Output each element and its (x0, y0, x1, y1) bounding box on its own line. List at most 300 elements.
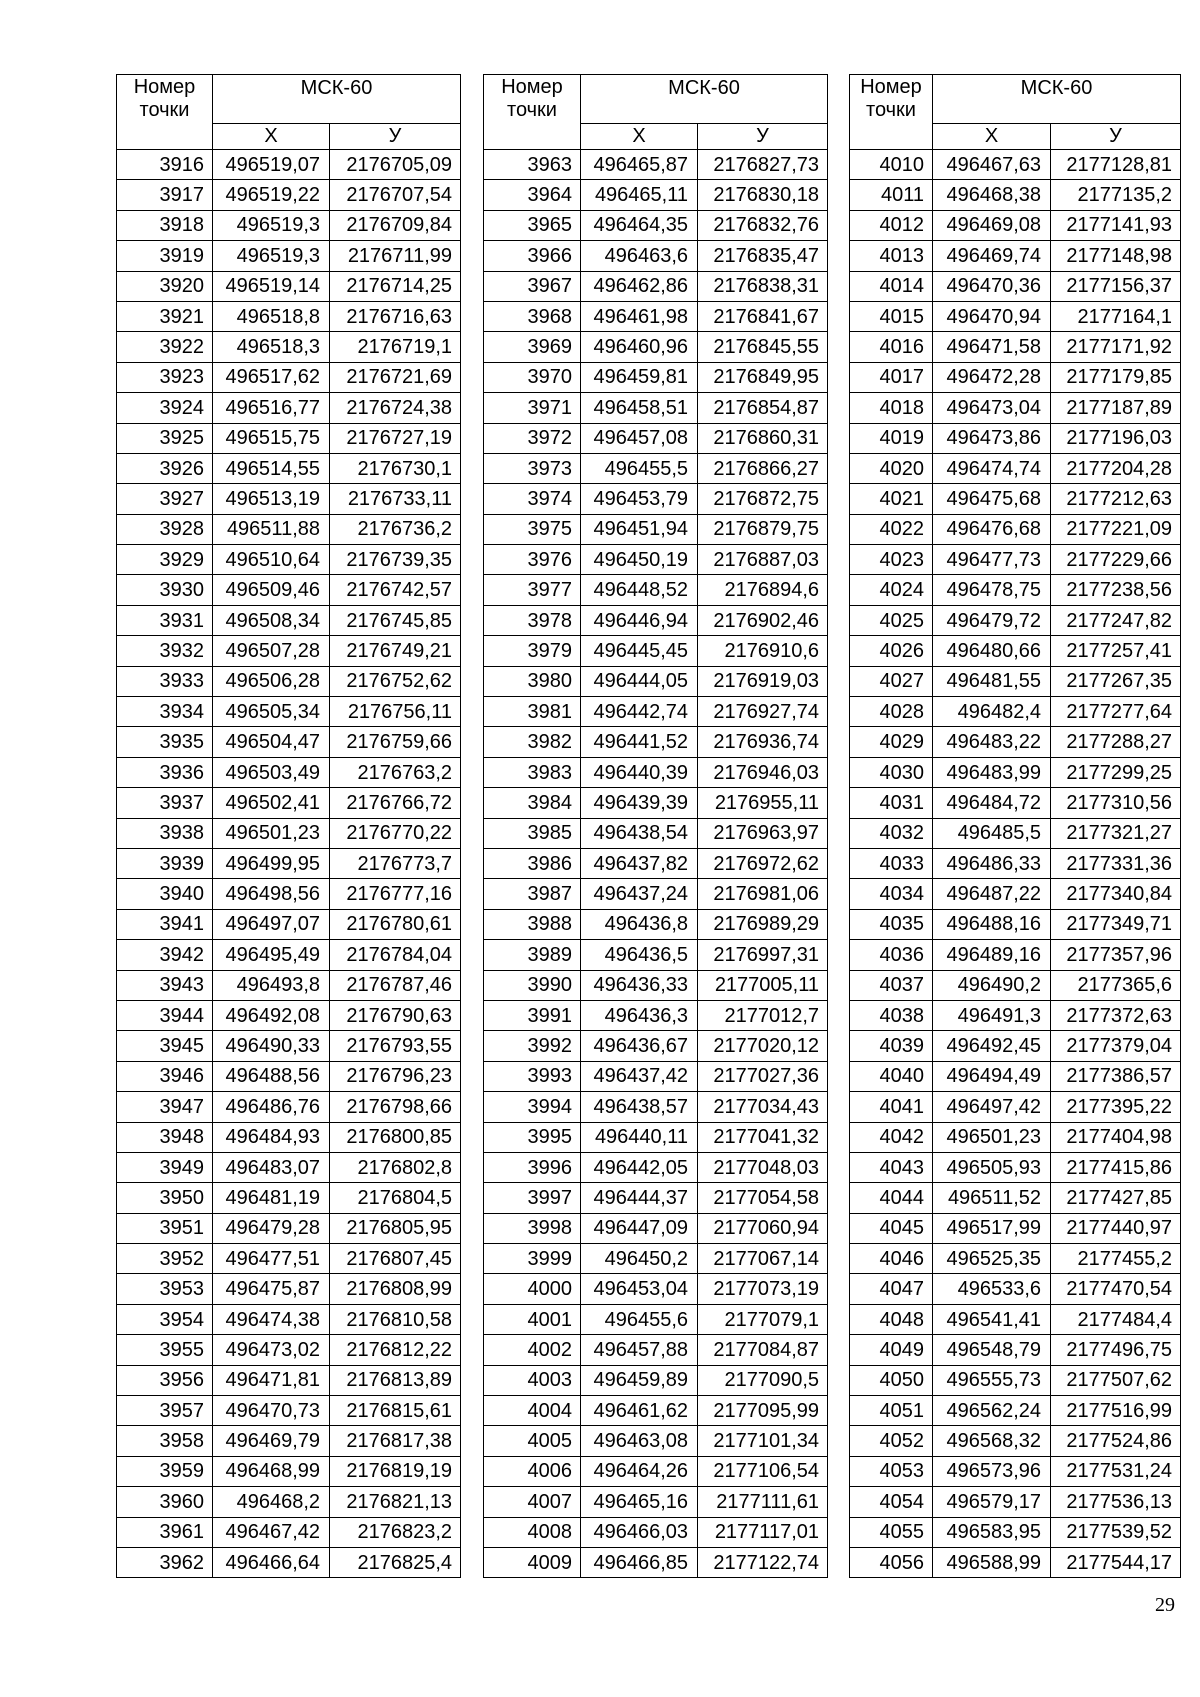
y-coordinate-cell: 2177067,14 (698, 1244, 828, 1274)
point-number-cell: 4043 (850, 1152, 933, 1182)
y-coordinate-cell: 2177310,56 (1051, 788, 1181, 818)
table-row (484, 180, 828, 210)
table-row (484, 666, 828, 696)
table-row (117, 636, 461, 666)
y-coordinate-cell: 2177277,64 (1051, 697, 1181, 727)
point-number-cell: 4040 (850, 1061, 933, 1091)
x-coordinate-cell: 496503,49 (213, 757, 330, 787)
x-coordinate-cell: 496517,62 (213, 362, 330, 392)
point-number-cell: 4010 (850, 150, 933, 180)
point-number-cell: 4009 (484, 1547, 581, 1577)
x-coordinate-cell: 496476,68 (933, 514, 1051, 544)
point-number-cell: 3983 (484, 757, 581, 787)
table-row (117, 818, 461, 848)
point-number-cell: 3981 (484, 697, 581, 727)
table-row (850, 362, 1181, 392)
x-coordinate-cell: 496470,36 (933, 271, 1051, 301)
point-number-cell: 3964 (484, 180, 581, 210)
point-number-cell: 3969 (484, 332, 581, 362)
x-coordinate-cell: 496507,28 (213, 636, 330, 666)
x-coordinate-cell: 496501,23 (213, 818, 330, 848)
table-row (850, 1213, 1181, 1243)
x-coordinate-cell: 496477,51 (213, 1244, 330, 1274)
y-coordinate-cell: 2176802,8 (330, 1152, 461, 1182)
y-coordinate-cell: 2177349,71 (1051, 909, 1181, 939)
table-row (117, 1000, 461, 1030)
x-coordinate-cell: 496475,87 (213, 1274, 330, 1304)
x-coordinate-cell: 496573,96 (933, 1456, 1051, 1486)
point-number-cell: 3961 (117, 1517, 213, 1547)
x-coordinate-cell: 496519,3 (213, 241, 330, 271)
y-coordinate-cell: 2176919,03 (698, 666, 828, 696)
table-row (117, 1396, 461, 1426)
x-coordinate-cell: 496478,75 (933, 575, 1051, 605)
x-coordinate-cell: 496457,08 (581, 423, 698, 453)
y-coordinate-cell: 2176894,6 (698, 575, 828, 605)
table-row (484, 514, 828, 544)
point-number-cell: 4022 (850, 514, 933, 544)
table-row (117, 757, 461, 787)
y-coordinate-cell: 2177012,7 (698, 1000, 828, 1030)
table-row (850, 605, 1181, 635)
y-coordinate-cell: 2176805,95 (330, 1213, 461, 1243)
x-coordinate-cell: 496506,28 (213, 666, 330, 696)
x-coordinate-cell: 496487,22 (933, 879, 1051, 909)
y-coordinate-cell: 2176866,27 (698, 453, 828, 483)
table-row (484, 940, 828, 970)
y-coordinate-cell: 2176766,72 (330, 788, 461, 818)
table-row (850, 180, 1181, 210)
table-row (117, 423, 461, 453)
table-row (117, 1031, 461, 1061)
table-row (850, 1183, 1181, 1213)
table-row (850, 818, 1181, 848)
table-row (117, 241, 461, 271)
x-coordinate-cell: 496485,5 (933, 818, 1051, 848)
coordinate-system-header: МСК-60 (213, 75, 461, 124)
point-number-cell: 3942 (117, 940, 213, 970)
y-coordinate-cell: 2177027,36 (698, 1061, 828, 1091)
point-number-cell: 3972 (484, 423, 581, 453)
x-coordinate-cell: 496466,85 (581, 1547, 698, 1577)
point-number-cell: 4039 (850, 1031, 933, 1061)
x-coordinate-cell: 496481,55 (933, 666, 1051, 696)
y-coordinate-cell: 2176989,29 (698, 909, 828, 939)
point-number-cell: 3999 (484, 1244, 581, 1274)
point-number-cell: 3978 (484, 605, 581, 635)
y-coordinate-cell: 2176963,97 (698, 818, 828, 848)
y-coordinate-cell: 2176927,74 (698, 697, 828, 727)
x-coordinate-cell: 496461,98 (581, 301, 698, 331)
table-row (117, 1244, 461, 1274)
point-number-cell: 3957 (117, 1396, 213, 1426)
point-number-cell: 3935 (117, 727, 213, 757)
point-number-cell: 4002 (484, 1335, 581, 1365)
table-row (850, 241, 1181, 271)
point-number-cell: 4027 (850, 666, 933, 696)
x-coordinate-cell: 496465,87 (581, 150, 698, 180)
y-coordinate-cell: 2177516,99 (1051, 1396, 1181, 1426)
x-coordinate-cell: 496473,86 (933, 423, 1051, 453)
y-coordinate-cell: 2177470,54 (1051, 1274, 1181, 1304)
x-coordinate-cell: 496437,42 (581, 1061, 698, 1091)
y-coordinate-cell: 2177122,74 (698, 1547, 828, 1577)
y-coordinate-cell: 2177084,87 (698, 1335, 828, 1365)
table-row (117, 727, 461, 757)
table-row (850, 210, 1181, 240)
x-coordinate-cell: 496442,74 (581, 697, 698, 727)
x-coordinate-cell: 496470,94 (933, 301, 1051, 331)
y-coordinate-cell: 2177247,82 (1051, 605, 1181, 635)
table-row (484, 1031, 828, 1061)
table-row (484, 271, 828, 301)
table-row (484, 1365, 828, 1395)
y-coordinate-cell: 2177440,97 (1051, 1213, 1181, 1243)
y-coordinate-cell: 2176719,1 (330, 332, 461, 362)
point-number-cell: 3953 (117, 1274, 213, 1304)
table-row (484, 1092, 828, 1122)
point-number-cell: 3996 (484, 1152, 581, 1182)
y-coordinate-cell: 2177404,98 (1051, 1122, 1181, 1152)
x-coordinate-cell: 496438,57 (581, 1092, 698, 1122)
table-row (850, 757, 1181, 787)
point-number-cell: 4012 (850, 210, 933, 240)
x-coordinate-cell: 496588,99 (933, 1547, 1051, 1577)
point-number-cell: 4030 (850, 757, 933, 787)
table-row (850, 636, 1181, 666)
point-number-cell: 3933 (117, 666, 213, 696)
table-row (117, 514, 461, 544)
y-coordinate-cell: 2177386,57 (1051, 1061, 1181, 1091)
y-coordinate-cell: 2176854,87 (698, 393, 828, 423)
point-number-cell: 3977 (484, 575, 581, 605)
x-coordinate-cell: 496465,16 (581, 1487, 698, 1517)
table-row (484, 757, 828, 787)
x-coordinate-cell: 496497,42 (933, 1092, 1051, 1122)
table-row (850, 1365, 1181, 1395)
y-coordinate-cell: 2176845,55 (698, 332, 828, 362)
point-number-cell: 4044 (850, 1183, 933, 1213)
x-coordinate-cell: 496579,17 (933, 1487, 1051, 1517)
table-row (117, 1122, 461, 1152)
y-coordinate-cell: 2177048,03 (698, 1152, 828, 1182)
table-row (850, 1396, 1181, 1426)
table-row (117, 697, 461, 727)
x-coordinate-cell: 496436,67 (581, 1031, 698, 1061)
y-coordinate-cell: 2176724,38 (330, 393, 461, 423)
y-coordinate-cell: 2177524,86 (1051, 1426, 1181, 1456)
x-coordinate-cell: 496477,73 (933, 545, 1051, 575)
y-coordinate-cell: 2176821,13 (330, 1487, 461, 1517)
table-row (850, 909, 1181, 939)
y-coordinate-cell: 2176832,76 (698, 210, 828, 240)
x-coordinate-cell: 496502,41 (213, 788, 330, 818)
table-row (850, 1517, 1181, 1547)
x-coordinate-cell: 496465,11 (581, 180, 698, 210)
table-row (850, 575, 1181, 605)
table-row (850, 1031, 1181, 1061)
point-number-cell: 3943 (117, 970, 213, 1000)
table-row (850, 545, 1181, 575)
y-coordinate-cell: 2176780,61 (330, 909, 461, 939)
point-number-cell: 3921 (117, 301, 213, 331)
x-coordinate-cell: 496464,35 (581, 210, 698, 240)
table-row (484, 788, 828, 818)
y-coordinate-cell: 2177041,32 (698, 1122, 828, 1152)
table-row (117, 1335, 461, 1365)
table-row (484, 1304, 828, 1334)
table-row (117, 848, 461, 878)
table-row (484, 1152, 828, 1182)
point-number-cell: 3925 (117, 423, 213, 453)
point-number-cell: 3952 (117, 1244, 213, 1274)
point-number-cell: 3938 (117, 818, 213, 848)
table-row (850, 1335, 1181, 1365)
y-coordinate-cell: 2176838,31 (698, 271, 828, 301)
table-row (484, 423, 828, 453)
point-number-header: Номер точки (850, 75, 933, 150)
x-coordinate-cell: 496483,22 (933, 727, 1051, 757)
point-number-cell: 3979 (484, 636, 581, 666)
x-coordinate-cell: 496493,8 (213, 970, 330, 1000)
point-number-cell: 3986 (484, 848, 581, 878)
point-number-cell: 3970 (484, 362, 581, 392)
y-coordinate-cell: 2177544,17 (1051, 1547, 1181, 1577)
y-coordinate-cell: 2177288,27 (1051, 727, 1181, 757)
y-coordinate-cell: 2176784,04 (330, 940, 461, 970)
x-coordinate-cell: 496472,28 (933, 362, 1051, 392)
table-row (117, 150, 461, 180)
page-number: 29 (1155, 1594, 1175, 1616)
point-number-cell: 3929 (117, 545, 213, 575)
point-number-cell: 3966 (484, 241, 581, 271)
x-coordinate-cell: 496451,94 (581, 514, 698, 544)
y-coordinate-cell: 2177034,43 (698, 1092, 828, 1122)
y-coordinate-cell: 2176819,19 (330, 1456, 461, 1486)
y-coordinate-cell: 2177117,01 (698, 1517, 828, 1547)
x-coordinate-cell: 496436,33 (581, 970, 698, 1000)
y-coordinate-cell: 2176714,25 (330, 271, 461, 301)
y-coordinate-cell: 2177484,4 (1051, 1304, 1181, 1334)
x-coordinate-cell: 496464,26 (581, 1456, 698, 1486)
y-coordinate-cell: 2176707,54 (330, 180, 461, 210)
table-row (117, 909, 461, 939)
point-number-cell: 4014 (850, 271, 933, 301)
y-coordinate-cell: 2176936,74 (698, 727, 828, 757)
y-header: У (698, 124, 828, 150)
x-coordinate-cell: 496508,34 (213, 605, 330, 635)
table-row (850, 697, 1181, 727)
point-number-cell: 4049 (850, 1335, 933, 1365)
y-coordinate-cell: 2177106,54 (698, 1456, 828, 1486)
table-row (117, 393, 461, 423)
x-coordinate-cell: 496475,68 (933, 484, 1051, 514)
y-coordinate-cell: 2177164,1 (1051, 301, 1181, 331)
point-number-cell: 3924 (117, 393, 213, 423)
point-number-cell: 4024 (850, 575, 933, 605)
table-row (850, 332, 1181, 362)
point-number-cell: 3958 (117, 1426, 213, 1456)
table-row (117, 210, 461, 240)
point-number-cell: 4007 (484, 1487, 581, 1517)
y-coordinate-cell: 2177536,13 (1051, 1487, 1181, 1517)
x-coordinate-cell: 496504,47 (213, 727, 330, 757)
y-coordinate-cell: 2177095,99 (698, 1396, 828, 1426)
y-coordinate-cell: 2177079,1 (698, 1304, 828, 1334)
point-number-cell: 4041 (850, 1092, 933, 1122)
x-coordinate-cell: 496497,07 (213, 909, 330, 939)
x-coordinate-cell: 496453,79 (581, 484, 698, 514)
point-number-cell: 4050 (850, 1365, 933, 1395)
x-coordinate-cell: 496460,96 (581, 332, 698, 362)
y-coordinate-cell: 2177054,58 (698, 1183, 828, 1213)
x-coordinate-cell: 496438,54 (581, 818, 698, 848)
y-coordinate-cell: 2176879,75 (698, 514, 828, 544)
point-number-cell: 3985 (484, 818, 581, 848)
x-coordinate-cell: 496450,19 (581, 545, 698, 575)
table-row (850, 1122, 1181, 1152)
table-row (850, 514, 1181, 544)
y-coordinate-cell: 2177395,22 (1051, 1092, 1181, 1122)
table-row (117, 545, 461, 575)
y-coordinate-cell: 2177372,63 (1051, 1000, 1181, 1030)
x-coordinate-cell: 496495,49 (213, 940, 330, 970)
y-coordinate-cell: 2176808,99 (330, 1274, 461, 1304)
y-coordinate-cell: 2176910,6 (698, 636, 828, 666)
table-row (850, 1061, 1181, 1091)
y-coordinate-cell: 2177073,19 (698, 1274, 828, 1304)
table-row (484, 241, 828, 271)
point-number-cell: 3968 (484, 301, 581, 331)
x-coordinate-cell: 496436,8 (581, 909, 698, 939)
point-number-cell: 4036 (850, 940, 933, 970)
table-row (850, 1304, 1181, 1334)
x-coordinate-cell: 496484,93 (213, 1122, 330, 1152)
y-coordinate-cell: 2176705,09 (330, 150, 461, 180)
x-coordinate-cell: 496568,32 (933, 1426, 1051, 1456)
x-coordinate-cell: 496440,11 (581, 1122, 698, 1152)
y-coordinate-cell: 2177507,62 (1051, 1365, 1181, 1395)
point-number-cell: 4025 (850, 605, 933, 635)
y-coordinate-cell: 2176787,46 (330, 970, 461, 1000)
point-number-cell: 3946 (117, 1061, 213, 1091)
y-coordinate-cell: 2177171,92 (1051, 332, 1181, 362)
x-coordinate-cell: 496467,42 (213, 1517, 330, 1547)
y-coordinate-cell: 2176981,06 (698, 879, 828, 909)
y-coordinate-cell: 2177101,34 (698, 1426, 828, 1456)
y-coordinate-cell: 2176730,1 (330, 453, 461, 483)
x-coordinate-cell: 496488,16 (933, 909, 1051, 939)
point-number-cell: 3984 (484, 788, 581, 818)
x-coordinate-cell: 496479,28 (213, 1213, 330, 1243)
table-row (117, 1487, 461, 1517)
x-coordinate-cell: 496450,2 (581, 1244, 698, 1274)
point-number-cell: 4055 (850, 1517, 933, 1547)
x-coordinate-cell: 496486,33 (933, 848, 1051, 878)
table-row (484, 301, 828, 331)
y-coordinate-cell: 2176742,57 (330, 575, 461, 605)
y-coordinate-cell: 2176721,69 (330, 362, 461, 392)
y-coordinate-cell: 2176849,95 (698, 362, 828, 392)
point-number-cell: 4033 (850, 848, 933, 878)
point-number-cell: 3948 (117, 1122, 213, 1152)
point-number-cell: 3989 (484, 940, 581, 970)
x-coordinate-cell: 496474,74 (933, 453, 1051, 483)
point-number-cell: 3930 (117, 575, 213, 605)
table-row (117, 301, 461, 331)
x-coordinate-cell: 496513,19 (213, 484, 330, 514)
x-header: Х (581, 124, 698, 150)
y-coordinate-cell: 2176736,2 (330, 514, 461, 544)
x-coordinate-cell: 496469,79 (213, 1426, 330, 1456)
y-coordinate-cell: 2176752,62 (330, 666, 461, 696)
y-coordinate-cell: 2176790,63 (330, 1000, 461, 1030)
point-number-cell: 4046 (850, 1244, 933, 1274)
x-coordinate-cell: 496489,16 (933, 940, 1051, 970)
coordinate-system-header: МСК-60 (933, 75, 1181, 124)
y-coordinate-cell: 2177135,2 (1051, 180, 1181, 210)
point-number-cell: 3951 (117, 1213, 213, 1243)
point-number-cell: 4006 (484, 1456, 581, 1486)
x-coordinate-cell: 496479,72 (933, 605, 1051, 635)
x-coordinate-cell: 496470,73 (213, 1396, 330, 1426)
x-coordinate-cell: 496455,6 (581, 1304, 698, 1334)
x-coordinate-cell: 496562,24 (933, 1396, 1051, 1426)
x-coordinate-cell: 496463,6 (581, 241, 698, 271)
x-coordinate-cell: 496492,08 (213, 1000, 330, 1030)
y-coordinate-cell: 2177340,84 (1051, 879, 1181, 909)
x-coordinate-cell: 496463,08 (581, 1426, 698, 1456)
y-coordinate-cell: 2177539,52 (1051, 1517, 1181, 1547)
point-number-cell: 4047 (850, 1274, 933, 1304)
table-row (117, 575, 461, 605)
y-coordinate-cell: 2177321,27 (1051, 818, 1181, 848)
y-coordinate-cell: 2177357,96 (1051, 940, 1181, 970)
table-row (484, 545, 828, 575)
point-number-cell: 3950 (117, 1183, 213, 1213)
point-number-cell: 4035 (850, 909, 933, 939)
y-coordinate-cell: 2177455,2 (1051, 1244, 1181, 1274)
point-number-cell: 3947 (117, 1092, 213, 1122)
y-coordinate-cell: 2176800,85 (330, 1122, 461, 1152)
x-coordinate-cell: 496481,19 (213, 1183, 330, 1213)
x-coordinate-cell: 496555,73 (933, 1365, 1051, 1395)
y-coordinate-cell: 2176759,66 (330, 727, 461, 757)
table-row (850, 1426, 1181, 1456)
table-row (850, 301, 1181, 331)
table-row (850, 970, 1181, 1000)
point-number-cell: 4026 (850, 636, 933, 666)
x-coordinate-cell: 496447,09 (581, 1213, 698, 1243)
x-coordinate-cell: 496548,79 (933, 1335, 1051, 1365)
point-number-cell: 4021 (850, 484, 933, 514)
y-coordinate-cell: 2177238,56 (1051, 575, 1181, 605)
point-number-cell: 3940 (117, 879, 213, 909)
x-coordinate-cell: 496480,66 (933, 636, 1051, 666)
y-coordinate-cell: 2177221,09 (1051, 514, 1181, 544)
coordinates-table-2 (483, 74, 828, 1578)
x-coordinate-cell: 496466,64 (213, 1547, 330, 1577)
point-number-cell: 3945 (117, 1031, 213, 1061)
x-coordinate-cell: 496510,64 (213, 545, 330, 575)
point-number-cell: 3980 (484, 666, 581, 696)
table-row (117, 605, 461, 635)
table-row (117, 940, 461, 970)
y-coordinate-cell: 2176825,4 (330, 1547, 461, 1577)
x-coordinate-cell: 496511,52 (933, 1183, 1051, 1213)
point-number-cell: 4056 (850, 1547, 933, 1577)
y-coordinate-cell: 2176745,85 (330, 605, 461, 635)
